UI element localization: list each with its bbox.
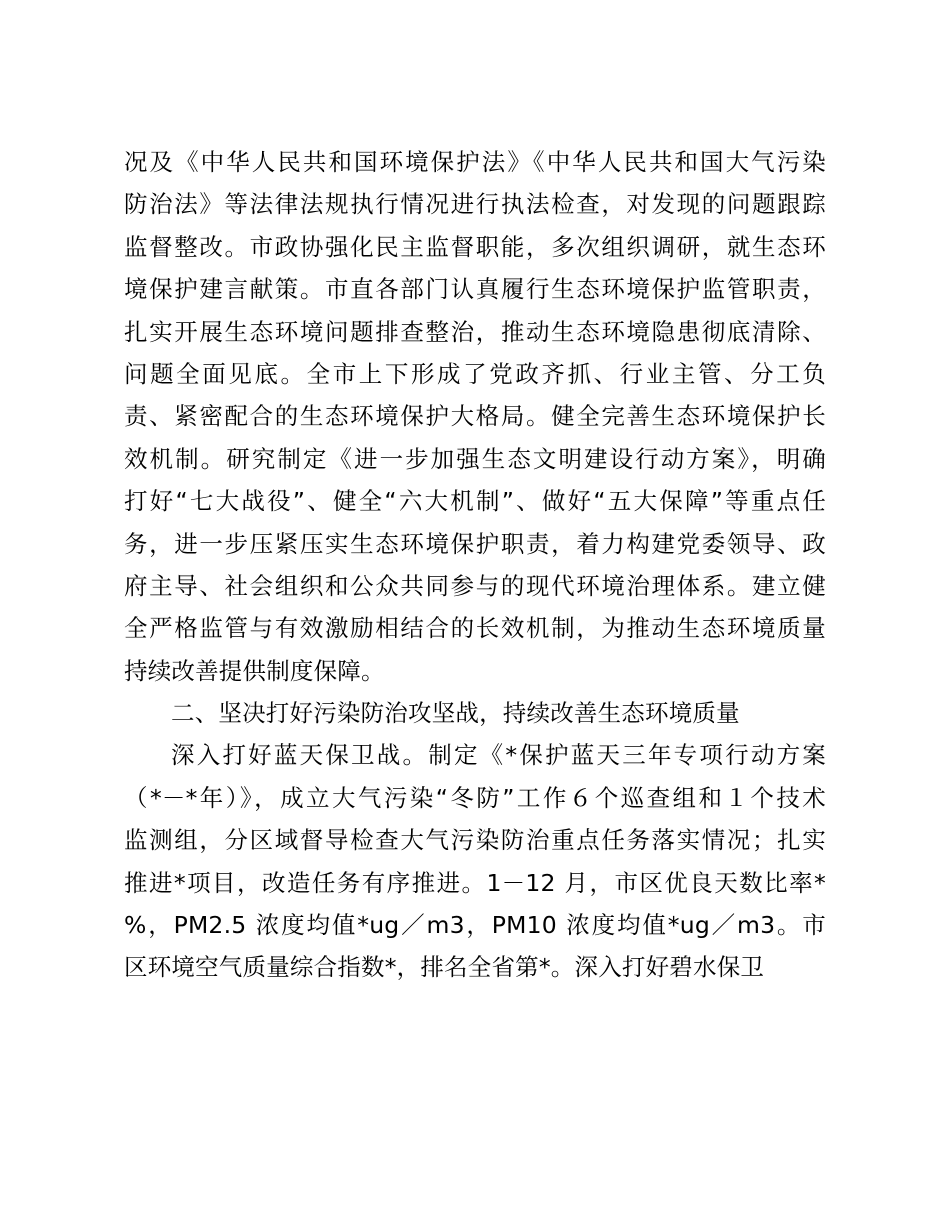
paragraph-line: 监测组，分区域督导检查大气污染防治重点任务落实情况；扎实	[124, 826, 826, 855]
document-page	[124, 141, 826, 989]
paragraph-line: %，PM2.5 浓度均值*ug／m3，PM10 浓度均值*ug／m3。市	[124, 911, 826, 940]
paragraph-line: 推进*项目，改造任务有序推进。1－12 月，市区优良天数比率*	[124, 868, 826, 897]
paragraph-line-end: 持续改善提供制度保障。	[124, 656, 385, 685]
paragraph-line: 全严格监管与有效激励相结合的长效机制，为推动生态环境质量	[124, 614, 826, 643]
paragraph-line: 扎实开展生态环境问题排查整治，推动生态环境隐患彻底清除、	[124, 317, 826, 346]
paragraph-line: 防治法》等法律法规执行情况进行执法检查，对发现的问题跟踪	[124, 190, 826, 219]
paragraph-line: 责、紧密配合的生态环境保护大格局。健全完善生态环境保护长	[124, 402, 826, 431]
section-heading: 二、坚决打好污染防治攻坚战，持续改善生态环境质量	[171, 699, 740, 728]
paragraph-line: 监督整改。市政协强化民主监督职能，多次组织调研，就生态环	[124, 232, 826, 261]
paragraph-line: 务，进一步压紧压实生态环境保护职责，着力构建党委领导、政	[124, 529, 826, 558]
paragraph-line: 区环境空气质量综合指数*，排名全省第*。深入打好碧水保卫	[124, 953, 765, 982]
paragraph-line-first: 深入打好蓝天保卫战。制定《*保护蓝天三年专项行动方案	[171, 741, 826, 770]
paragraph-line: 况及《中华人民共和国环境保护法》《中华人民共和国大气污染	[124, 148, 826, 176]
paragraph-line: 打好“七大战役”、健全“六大机制”、做好“五大保障”等重点任	[124, 487, 826, 516]
paragraph-line: 境保护建言献策。市直各部门认真履行生态环境保护监管职责，	[124, 275, 826, 304]
paragraph-line: 问题全面见底。全市上下形成了党政齐抓、行业主管、分工负	[124, 359, 826, 388]
paragraph-line: 府主导、社会组织和公众共同参与的现代环境治理体系。建立健	[124, 571, 826, 600]
paragraph-line: 效机制。研究制定《进一步加强生态文明建设行动方案》，明确	[124, 444, 826, 473]
paragraph-line: （*－*年）》，成立大气污染“冬防”工作６个巡查组和１个技术	[124, 783, 826, 812]
